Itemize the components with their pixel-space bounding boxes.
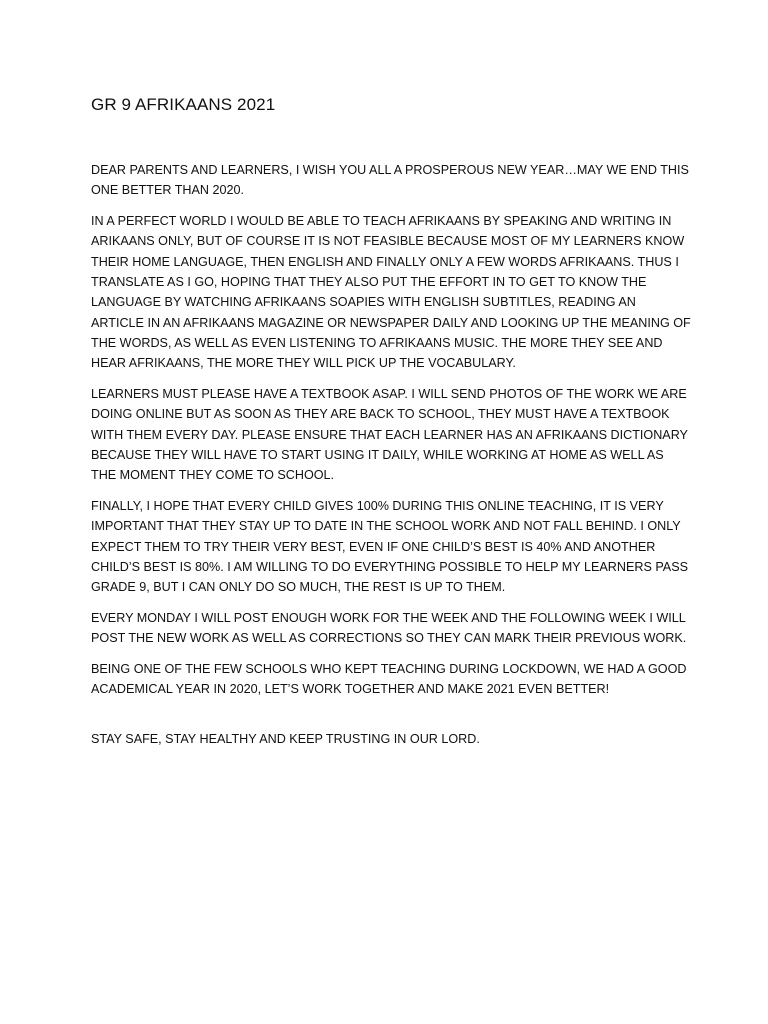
paragraph-online-teaching: FINALLY, I HOPE THAT EVERY CHILD GIVES 100% DURING THIS ONLINE TEACHING, IT IS VERY IMPORTANT THAT THEY STAY UP TO DATE IN THE SCHOOL WORK AND NOT FALL BEHIND. I ONLY EXPECT THEM TO TRY THEIR VERY BEST, EVEN IF ONE CHILD’S BEST IS 40% AND ANOTHER CHILD’S BEST IS 80%. I AM WILLING TO DO EVERYTHING POSSIBLE TO HELP MY LEARNERS PASS GRADE 9, BUT I CAN ONLY DO SO MUCH, THE REST IS UP TO THEM.	[91, 498, 689, 595]
closing-line: STAY SAFE, STAY HEALTHY AND KEEP TRUSTING IN OUR LORD.	[91, 731, 480, 746]
paragraph-textbook: LEARNERS MUST PLEASE HAVE A TEXTBOOK ASAP. I WILL SEND PHOTOS OF THE WORK WE ARE DOING ONLINE BUT AS SOON AS THEY ARE BACK TO SCHOOL, THEY MUST HAVE A TEXTBOOK WITH THEM EVERY DAY. PLEASE ENSURE THAT EACH LEARNER HAS AN AFRIKAANS DICTIONARY BECAUSE THEY WILL HAVE TO START USING IT DAILY, WHILE WORKING AT HOME AS WELL AS THE MOMENT THEY COME TO SCHOOL.	[91, 386, 688, 483]
document-body	[91, 160, 691, 759]
paragraph-greeting: DEAR PARENTS AND LEARNERS, I WISH YOU ALL A PROSPEROUS NEW YEAR…MAY WE END THIS ONE BETTER THAN 2020.	[91, 163, 689, 198]
paragraph-weekly-work: EVERY MONDAY I WILL POST ENOUGH WORK FOR THE WEEK AND THE FOLLOWING WEEK I WILL POST THE NEW WORK AS WELL AS CORRECTIONS SO THEY CAN MARK THEIR PREVIOUS WORK.	[91, 610, 687, 646]
paragraph-teaching-approach: IN A PERFECT WORLD I WOULD BE ABLE TO TEACH AFRIKAANS BY SPEAKING AND WRITING IN ARIKAANS ONLY, BUT OF COURSE IT IS NOT FEASIBLE BECAUSE MOST OF MY LEARNERS KNOW THEIR HOME LANGUAGE, THEN ENGLISH AND FINALLY ONLY A FEW WORDS AFRIKAANS. THUS I TRANSLATE AS I GO, HOPING THAT THEY ALSO PUT THE EFFORT IN TO GET TO KNOW THE LANGUAGE BY WATCHING AFRIKAANS SOAPIES WITH ENGLISH SUBTITLES, READING AN ARTICLE IN AN AFRIKAANS MAGAZINE OR NEWSPAPER DAILY AND LOOKING UP THE MEANING OF THE WORDS, AS WELL AS EVEN LISTENING TO AFRIKAANS MUSIC. THE MORE THEY SEE AND HEAR AFRIKAANS, THE MORE THEY WILL PICK UP THE VOCABULARY.	[91, 214, 691, 371]
paragraph-lockdown: BEING ONE OF THE FEW SCHOOLS WHO KEPT TEACHING DURING LOCKDOWN, WE HAD A GOOD ACADEMICAL YEAR IN 2020, LET’S WORK TOGETHER AND MAKE 2021 EVEN BETTER!	[91, 662, 687, 697]
document-title: GR 9 AFRIKAANS 2021	[91, 95, 276, 114]
